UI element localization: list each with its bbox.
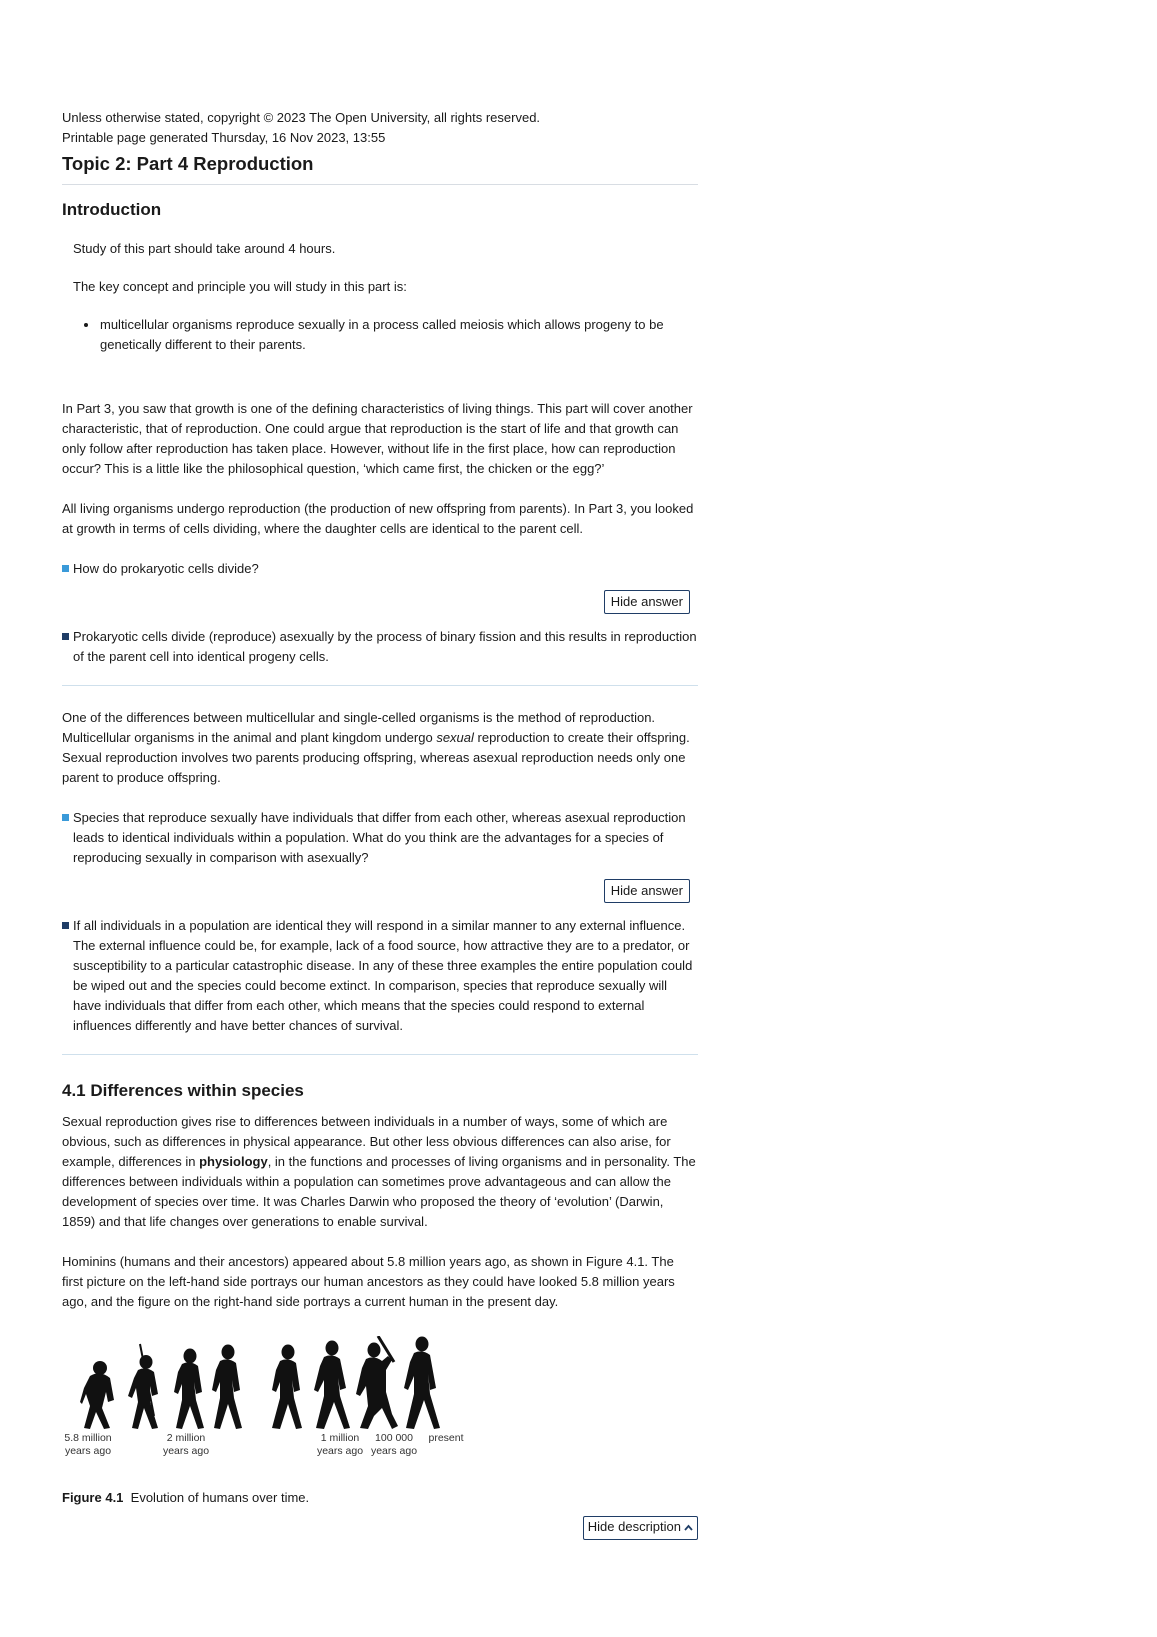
page-title: Topic 2: Part 4 Reproduction: [62, 152, 698, 185]
paragraph-part3: In Part 3, you saw that growth is one of the defining characteristics of living things. This part will cover another characteristic, that of reproduction. One could argue that reproduction is the start of life and that growth can only follow after reproduction has taken place. However, without life in the first place, how can reproduction occur? This is a little like the philosophical question, ‘which came first, the chicken or the egg?’: [62, 401, 693, 476]
paragraph-section-2: Hominins (humans and their ancestors) appeared about 5.8 million years ago, as shown in Figure 4.1. The first picture on the left-hand side portrays our human ancestors as they could have looked 5.8 million years ago, and the figure on the right-hand side portrays a current human in the present day.: [62, 1254, 675, 1309]
key-concept-text: The key concept and principle you will study in this part is:: [73, 279, 407, 294]
figure-caption: [62, 1488, 698, 1508]
paragraph-section-1: [62, 1112, 698, 1232]
evolution-silhouettes-image: [62, 1336, 482, 1444]
caption-text: Evolution of humans over time.: [130, 1490, 310, 1505]
divider: [62, 685, 698, 686]
label-line: 100 000: [375, 1432, 413, 1444]
hominin-silhouette: [314, 1341, 350, 1430]
emphasis-text: sexual: [436, 730, 474, 745]
hominin-silhouette: [272, 1345, 302, 1430]
question-text: Species that reproduce sexually have individuals that differ from each other, whereas asexual reproduction leads to identical individuals within a population. What do you think are the advantages for a species of reproducing sexually in comparison with asexually?: [73, 810, 686, 865]
figure-label: [368, 1432, 420, 1458]
figure-label: [314, 1432, 366, 1458]
list-item: • multicellular organisms reproduce sexually in a process called meiosis which allows progeny to be genetically different to their parents.: [99, 315, 698, 355]
hominin-silhouette: [174, 1349, 204, 1430]
button-row: [62, 879, 698, 905]
generated-date: Printable page generated Thursday, 16 Nov 2023, 13:55: [62, 129, 386, 145]
text-span: Sexual reproduction gives rise to differences between individuals in a number of ways, some of which are obvious, such as differences in physical appearance. But other less obvious differences can also arise, for example, differences in: [62, 1114, 671, 1169]
hominin-silhouette: [80, 1361, 114, 1429]
button-label: Hide description: [587, 1519, 681, 1534]
label-line: years ago: [316, 1445, 364, 1457]
hominin-silhouette: [404, 1337, 440, 1430]
hide-description-button[interactable]: [583, 1516, 698, 1540]
hide-answer-button[interactable]: Hide answer: [604, 879, 690, 903]
figure-label: [160, 1432, 212, 1458]
question-marker-icon: [62, 565, 69, 572]
figure-evolution: [62, 1336, 698, 1476]
figure-label: [420, 1432, 472, 1445]
question-marker-icon: [62, 814, 69, 821]
figure-label: [62, 1432, 114, 1458]
chevron-up-icon: [684, 1520, 693, 1538]
answer-marker-icon: [62, 922, 69, 929]
study-time-text: Study of this part should take around 4 hours.: [73, 241, 336, 256]
key-concept-list: [62, 315, 698, 355]
label-line: years ago: [64, 1445, 112, 1457]
answer-text: If all individuals in a population are identical they will respond in a similar manner to any external influence. The external influence could be, for example, lack of a food source, how attractive they are to a predator, or susceptibility to a particular catastrophic disease. In any of these three examples the entire population could be wiped out and the species could become extinct. In comparison, species that reproduce sexually will have individuals that differ from each other, which means that the species could respond to external influences differently and have better chances of survival.: [73, 918, 693, 1033]
saq-answer-1: [62, 627, 698, 667]
hominin-silhouette: [212, 1345, 242, 1430]
label-line: 1 million: [320, 1432, 360, 1444]
label-line: 2 million: [166, 1432, 206, 1444]
hominin-silhouette: [356, 1336, 398, 1429]
question-text: How do prokaryotic cells divide?: [73, 561, 259, 576]
bold-term: physiology: [199, 1154, 268, 1169]
saq-answer-2: [62, 916, 698, 1036]
label-line: years ago: [370, 1445, 418, 1457]
paragraph-differences: [62, 708, 698, 788]
text-span: One of the differences between multicellular and single-celled organisms is the method of reproduction. Multicellular organisms in the animal and plant kingdom undergo: [62, 710, 656, 745]
text-span: , in the functions and processes of living organisms and in personality. The differences between individuals within a population can sometimes prove advantageous and can allow the development of species over time. It was Charles Darwin who proposed the theory of ‘evolution’ (Darwin, 1859) and that life changes over generations to enable survival.: [62, 1154, 696, 1229]
label-line: present: [428, 1432, 464, 1444]
section-heading: 4.1 Differences within species: [62, 1081, 304, 1100]
label-line: 5.8 million: [64, 1432, 112, 1444]
hide-answer-button[interactable]: Hide answer: [604, 590, 690, 614]
paragraph-all-living: All living organisms undergo reproduction (the production of new offspring from parents). In Part 3, you looked at growth in terms of cells dividing, where the daughter cells are identical to the parent cell.: [62, 501, 694, 536]
description-toggle-row: [62, 1516, 698, 1540]
hominin-silhouette: [128, 1344, 158, 1429]
caption-label: Figure 4.1: [62, 1490, 124, 1505]
saq-question-2: [62, 808, 698, 868]
answer-text: Prokaryotic cells divide (reproduce) asexually by the process of binary fission and this results in reproduction of the parent cell into identical progeny cells.: [73, 629, 697, 664]
copyright-notice: Unless otherwise stated, copyright © 2023 The Open University, all rights reserved.: [62, 110, 541, 125]
answer-marker-icon: [62, 633, 69, 640]
page-meta: [62, 108, 698, 147]
saq-question-1: [62, 559, 698, 579]
divider: [62, 1054, 698, 1055]
button-row: [62, 590, 698, 616]
label-line: years ago: [162, 1445, 210, 1457]
text-span: reproduction to create their offspring. Sexual reproduction involves two parents producing offspring, whereas asexual reproduction needs only one parent to produce offspring.: [62, 730, 690, 785]
printable-page: [62, 108, 698, 1540]
intro-heading: Introduction: [62, 200, 162, 219]
